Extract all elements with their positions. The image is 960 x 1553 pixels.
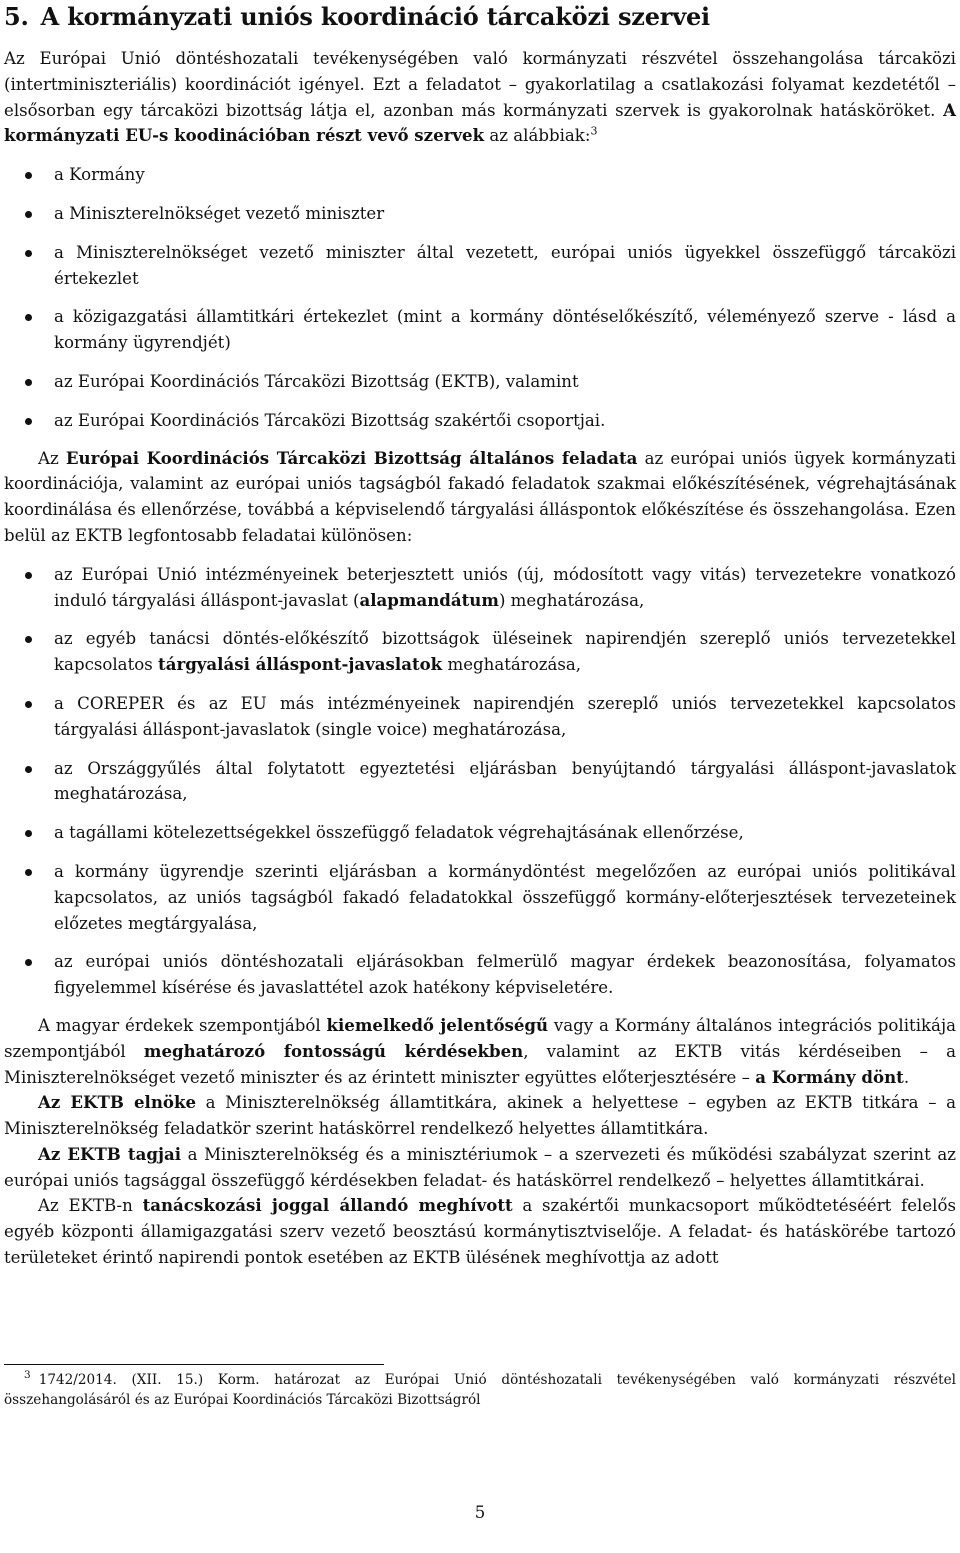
task-text: a tagállami kötelezettségekkel összefüggő feladatok végrehajtásának ellenőrzése, (54, 823, 744, 843)
bullet-icon (25, 172, 32, 179)
chair-text: a Miniszterelnökség államtitkára, akinek a helyettese – egyben az EKTB titkára – a Miniszterelnökség feladatkör szerint hatáskörrel rendelkező helyettes államtitkára. (4, 1093, 956, 1139)
list-item-text: a Miniszterelnökséget vezető miniszter által vezetett, európai uniós ügyekkel összefüggő tárcaközi értekezlet (54, 242, 956, 288)
interest-paragraph (4, 1013, 956, 1090)
interest-bold-2: meghatározó fontosságú kérdésekben (143, 1040, 524, 1061)
ektb-general-bold: Európai Koordinációs Tárcaközi Bizottság általános feladata (65, 447, 638, 468)
footnote-divider (4, 1364, 384, 1365)
interest-text-3: , valamint az EKTB vitás kérdéseiben – a Miniszterelnökséget vezető miniszter és az érintett miniszter együttes előterjesztésére – (4, 1041, 956, 1087)
section-heading (4, 2, 954, 31)
ektb-general-text: az európai uniós ügyek kormányzati koordinációja, valamint az európai uniós tagságból fakadó feladatok szakmai előkészítésének, végrehajtásának koordinálása és ellenőrzése, továbbá a képviselendő tárgyalási álláspontok előkészítése és összehangolása. Ezen belül az EKTB legfontosabb feladatai különösen: (4, 448, 956, 545)
bullet-icon (25, 250, 32, 257)
list-item-text: a Kormány (54, 165, 145, 185)
interest-text-4: . (903, 1067, 910, 1087)
footnote (4, 1370, 956, 1410)
list-item (4, 820, 956, 846)
task-text: az egyéb tanácsi döntés-előkészítő bizottságok üléseinek napirendjén szereplő uniós tervezetekkel kapcsolatos (54, 629, 956, 675)
list-item (4, 691, 956, 743)
bullet-icon (25, 636, 32, 643)
page-number: 5 (474, 1503, 486, 1522)
invited-text: a szakértői munkacsoport működtetéséért felelős egyéb központi államigazgatási szerv vezető beosztású kormánytisztviselője. A feladat- és hatáskörébe tartozó területeket érintő napirendi pontok esetében az EKTB ülésének meghívottja az adott (4, 1196, 956, 1268)
members-text: a Miniszterelnökség és a minisztériumok – a szervezeti és működési szabályzat szerint az európai uniós tagsággal összefüggő kérdésekben feladat- és hatáskörrel rendelkező – helyettes államtitkárai. (4, 1144, 956, 1190)
list-item (4, 304, 956, 356)
task-text: a kormány ügyrendje szerinti eljárásban a kormánydöntést megelőzően az európai uniós politikával kapcsolatos, az uniós tagságból fakadó feladatokkal összefüggő kormány-előterjesztések tervezeteinek előzetes megtárgyalása, (54, 861, 956, 933)
bullet-icon (25, 766, 32, 773)
interest-text-1: A magyar érdekek szempontjából (38, 1015, 327, 1035)
list-item (4, 949, 956, 1001)
task-text: a COREPER és az EU más intézményeinek napirendjén szereplő uniós tervezetekkel kapcsolatos tárgyalási álláspont-javaslatok (single voice) meghatározása, (54, 693, 956, 739)
list-item (4, 369, 956, 395)
bullet-icon (25, 869, 32, 876)
interest-text-2: vagy a Kormány általános integrációs politikája szempontjából (4, 1015, 956, 1061)
list-item-text: a közigazgatási államtitkári értekezlet (mint a kormány döntéselőkészítő, véleményező szerve - lásd a kormány ügyrendjét) (54, 307, 956, 353)
list-item (4, 240, 956, 292)
task-text: az európai uniós döntéshozatali eljárásokban felmerülő magyar érdekek beazonosítása, folyamatos figyelemmel kísérése és javaslattétel azok hatékony képviseletére. (54, 952, 956, 998)
list-item-text: a Miniszterelnökséget vezető miniszter (54, 203, 385, 223)
chair-bold: Az EKTB elnöke (38, 1092, 197, 1113)
task-tail: meghatározása, (442, 655, 582, 675)
list-item-text: az Európai Koordinációs Tárcaközi Bizottság (EKTB), valamint (54, 371, 579, 391)
section-number: 5. (4, 2, 29, 31)
members-paragraph (4, 1142, 956, 1194)
list-item (4, 859, 956, 936)
task-bold: alapmandátum (359, 589, 499, 610)
list-item (4, 626, 956, 678)
intro-tail: az alábbiak: (484, 126, 591, 146)
footnote-text: 1742/2014. (XII. 15.) Korm. határozat az Európai Unió döntéshozatali tevékenységében való kormányzati részvétel összehangolásáról és az Európai Koordinációs Tárcaközi Bizottságról (4, 1372, 956, 1408)
intro-bold: A kormányzati EU-s koodinációban részt vevő szervek (4, 99, 956, 146)
bullet-icon (25, 830, 32, 837)
bullet-icon (25, 379, 32, 386)
organs-list (4, 162, 956, 433)
bullet-icon (25, 959, 32, 966)
ektb-general-paragraph (4, 446, 956, 549)
list-item (4, 756, 956, 808)
invited-paragraph (4, 1193, 956, 1270)
task-text: az Országgyűlés által folytatott egyeztetési eljárásban benyújtandó tárgyalási álláspont-javaslatok meghatározása, (54, 758, 956, 804)
bullet-icon (25, 211, 32, 218)
tasks-list (4, 562, 956, 1001)
intro-text: Az Európai Unió döntéshozatali tevékenységében való kormányzati részvétel összehangolása tárcaközi (intertminiszteriális) koordinációt igényel. Ezt a feladatot – gyakorlatilag a csatlakozási folyamat kezdetétől – elsősorban egy tárcaközi bizottság látja el, azonban más kormányzati szervek is gyakorolnak hatásköröket. (4, 49, 956, 120)
ektb-general-lead: Az (38, 448, 66, 468)
footnote-mark: 3 (24, 1369, 31, 1382)
interest-bold-1: kiemelkedő jelentőségű (326, 1014, 549, 1035)
list-item (4, 408, 956, 434)
list-item (4, 201, 956, 227)
bullet-icon (25, 701, 32, 708)
bullet-icon (25, 418, 32, 425)
list-item (4, 562, 956, 614)
task-tail: ) meghatározása, (498, 590, 645, 610)
members-bold: Az EKTB tagjai (38, 1143, 181, 1164)
bullet-icon (25, 572, 32, 579)
task-bold: tárgyalási álláspont-javaslatok (158, 654, 443, 675)
invited-bold: tanácskozási joggal állandó meghívott (142, 1195, 513, 1216)
interest-bold-3: a Kormány dönt (755, 1066, 904, 1087)
footnote-ref[interactable]: 3 (590, 124, 598, 138)
invited-lead: Az EKTB-n (38, 1196, 143, 1216)
section-title: A kormányzati uniós koordináció tárcaközi szervei (40, 2, 710, 31)
task-text: az Európai Unió intézményeinek beterjesztett uniós (új, módosított vagy vitás) tervezetekre vonatkozó induló tárgyalási álláspont-javaslat ( (54, 564, 956, 610)
bullet-icon (25, 314, 32, 321)
body-text (4, 46, 956, 1271)
list-item (4, 162, 956, 188)
list-item-text: az Európai Koordinációs Tárcaközi Bizottság szakértői csoportjai. (54, 410, 606, 430)
chair-paragraph (4, 1090, 956, 1142)
intro-paragraph (4, 46, 956, 149)
